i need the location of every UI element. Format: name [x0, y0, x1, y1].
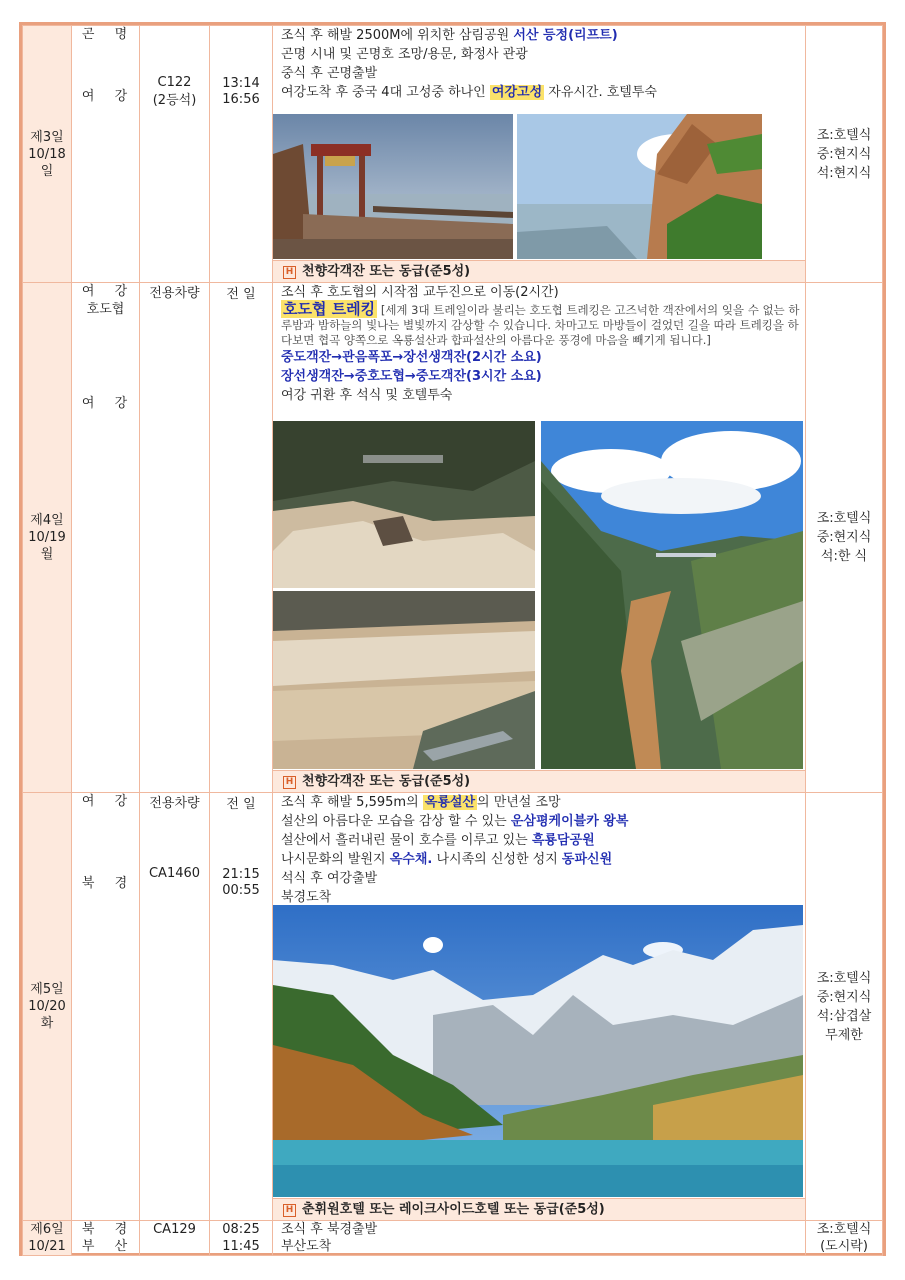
dragon-gate-cliff-photo [517, 114, 762, 259]
transport-cell: 전용차량 [140, 283, 210, 793]
day-label: 제6일 10/21 [23, 1221, 72, 1256]
schedule-cell: 조식 후 북경출발 부산도착 [273, 1221, 806, 1256]
time-cell: 전 일 [210, 283, 273, 793]
meal-cell: 조:호텔식 (도시락) [806, 1221, 883, 1256]
transport-cell: C122 (2등석) [140, 26, 210, 283]
place-cell: 곤 명 여 강 [72, 26, 140, 283]
yangtze-torrent-photo [273, 591, 535, 769]
place-cell: 여 강 호도협 여 강 [72, 283, 140, 793]
day-row [23, 26, 883, 283]
itinerary-table [22, 25, 883, 1256]
hotel-icon: H [283, 266, 296, 279]
schedule-cell: 조식 후 호도협의 시작점 교두진으로 이동(2시간) 호도협 트레킹 [세계 3대 트레일이라 불리는 호도협 트레킹은 고즈넉한 객잔에서의 잊을 수 없는 하루밤과 밤하늘의 빛나는 별빛까지 감상할 수 있습니다. 차마고도 마방들이 걸었던 길을 따라 트레킹을 하다보면 협곡 양쪽으로 옥룡설산과 합파설산의 아름다운 풍경에 마음을 빼기게 됩니다.] 중도객잔→관음폭포→장선생객잔(2시간 소요) 장선생객잔→중호도협→중도객잔(3시간 소요) 여강 귀환 후 석식 및 호텔투숙 H 천향각객잔 또는 동급(준5성) [273, 283, 806, 793]
place-cell: 북 경 부 산 [72, 1221, 140, 1256]
time-cell: 08:25 11:45 [210, 1221, 273, 1256]
meal-cell: 조:호텔식 중:현지식 석:한 식 [806, 283, 883, 793]
hotel-info: H 천향각객잔 또는 동급(준5성) [273, 260, 805, 282]
meal-cell: 조:호텔식 중:현지식 석:삼겹살 무제한 [806, 793, 883, 1221]
time-cell: 전 일 21:15 00:55 [210, 793, 273, 1221]
tiger-leaping-rapids-photo [273, 421, 535, 588]
jade-dragon-snow-mountain-photo [273, 905, 803, 1197]
day-label: 제4일 10/19 월 [23, 283, 72, 793]
schedule-cell: 조식 후 해발 5,595m의 옥룡설산 의 만년설 조망 설산의 아름다운 모습을 감상 할 수 있는 운삼평케이블카 왕복 설산에서 흘러내린 물이 호수를 이루고 있는 흑룡담공원 나시문화의 발원지 옥수채. 나시족의 신성한 성지 동파신원 석식 후 여강출발 북경도착 H 춘휘원호텔 또는 레이크사이드호텔 또는 동급(준5성) [273, 793, 806, 1221]
hotel-icon: H [283, 776, 296, 789]
xishan-gate-photo [273, 114, 513, 259]
day-label: 제5일 10/20 화 [23, 793, 72, 1221]
time-cell: 13:14 16:56 [210, 26, 273, 283]
hotel-info: H 천향각객잔 또는 동급(준5성) [273, 770, 805, 792]
transport-cell: 전용차량 CA1460 [140, 793, 210, 1221]
day-row [23, 283, 883, 793]
day-row [23, 1221, 883, 1256]
itinerary-sheet [19, 22, 886, 1256]
place-cell: 여 강 북 경 [72, 793, 140, 1221]
gorge-river-valley-photo [541, 421, 803, 769]
hotel-info: H 춘휘원호텔 또는 레이크사이드호텔 또는 동급(준5성) [273, 1198, 805, 1220]
day-row [23, 793, 883, 1221]
schedule-cell: 조식 후 해발 2500M에 위치한 삼림공원 서산 등정(리프트) 곤명 시내 및 곤명호 조망/용문, 화정사 관광 중식 후 곤명출발 여강도착 후 중국 4대 고성중 하나인 여강고성 자유시간. 호텔투숙 H 천향각객잔 또는 동급(준5성) [273, 26, 806, 283]
transport-cell: CA129 [140, 1221, 210, 1256]
meal-cell: 조:호텔식 중:현지식 석:현지식 [806, 26, 883, 283]
day-label: 제3일 10/18 일 [23, 26, 72, 283]
hotel-icon: H [283, 1204, 296, 1217]
